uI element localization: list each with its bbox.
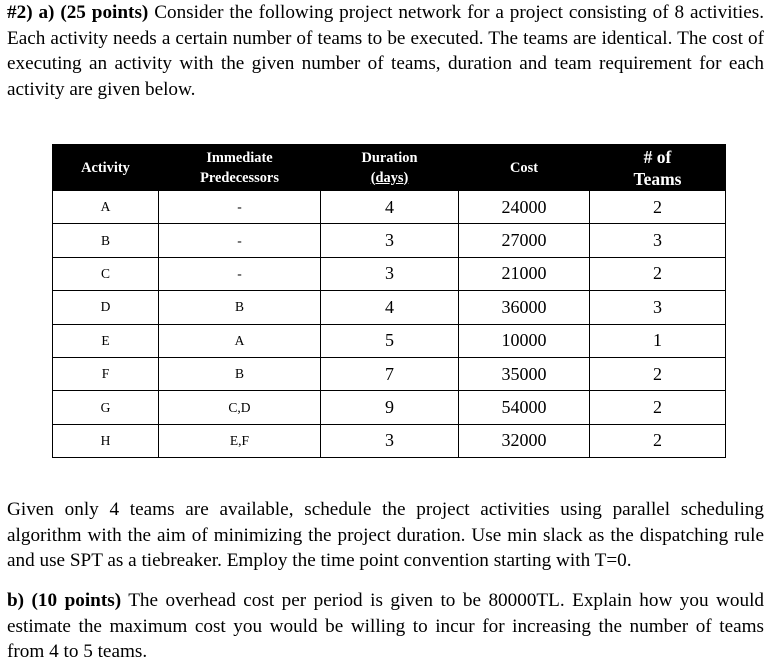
header-duration: Duration (days) — [321, 145, 459, 191]
cell-teams: 2 — [590, 391, 726, 424]
table-row — [53, 291, 726, 324]
cell-cost: 32000 — [459, 424, 590, 457]
table-row — [53, 357, 726, 390]
cell-activity: A — [53, 191, 159, 224]
cell-duration: 3 — [321, 424, 459, 457]
cell-predecessors: B — [159, 291, 321, 324]
cell-activity: H — [53, 424, 159, 457]
cell-predecessors: B — [159, 357, 321, 390]
cell-duration: 5 — [321, 324, 459, 357]
part-b-text: The overhead cost per period is given to be 80000TL. Explain how you would estimate the maximum cost you would be willing to incur for increasing the number of teams from 4 to 5 teams. — [7, 590, 764, 662]
table-row — [53, 257, 726, 290]
question-intro-text: Consider the following project network for a project consisting of 8 activities. Each activity needs a certain number of teams to be executed. The teams are identical. The cost of executing an activity with the given number of teams, duration and team requirement for each activity are given below. — [7, 2, 765, 100]
cell-teams: 3 — [590, 291, 726, 324]
table-row — [53, 324, 726, 357]
cell-teams: 3 — [590, 224, 726, 257]
cell-predecessors: - — [159, 191, 321, 224]
cell-predecessors: A — [159, 324, 321, 357]
cell-teams: 2 — [590, 357, 726, 390]
cell-activity: G — [53, 391, 159, 424]
header-activity: Activity — [53, 145, 159, 191]
question-part-b — [7, 588, 764, 665]
cell-duration: 3 — [321, 224, 459, 257]
scheduling-instructions: Given only 4 teams are available, schedule the project activities using parallel scheduling algorithm with the aim of minimizing the project duration. Use min slack as the dispatching rule and use SPT as a tiebreaker. Employ the time point convention starting with T=0. — [7, 499, 764, 571]
cell-teams: 1 — [590, 324, 726, 357]
table-row — [53, 424, 726, 457]
cell-teams: 2 — [590, 257, 726, 290]
activity-table — [52, 144, 726, 458]
cell-teams: 2 — [590, 424, 726, 457]
part-b-label: b) (10 points) — [7, 590, 122, 611]
table-row — [53, 191, 726, 224]
cell-cost: 54000 — [459, 391, 590, 424]
cell-duration: 3 — [321, 257, 459, 290]
cell-duration: 9 — [321, 391, 459, 424]
table-header-row — [53, 145, 726, 191]
cell-predecessors: - — [159, 224, 321, 257]
question-number: #2) a) (25 points) — [7, 2, 149, 23]
cell-activity: C — [53, 257, 159, 290]
cell-duration: 4 — [321, 291, 459, 324]
header-teams: # of Teams — [590, 145, 726, 191]
cell-cost: 35000 — [459, 357, 590, 390]
cell-activity: F — [53, 357, 159, 390]
question-intro — [7, 0, 764, 102]
cell-cost: 10000 — [459, 324, 590, 357]
cell-duration: 7 — [321, 357, 459, 390]
cell-cost: 36000 — [459, 291, 590, 324]
header-predecessors: Immediate Predecessors — [159, 145, 321, 191]
cell-predecessors: E,F — [159, 424, 321, 457]
cell-duration: 4 — [321, 191, 459, 224]
header-cost: Cost — [459, 145, 590, 191]
cell-teams: 2 — [590, 191, 726, 224]
cell-activity: E — [53, 324, 159, 357]
cell-predecessors: - — [159, 257, 321, 290]
cell-cost: 21000 — [459, 257, 590, 290]
cell-cost: 24000 — [459, 191, 590, 224]
cell-cost: 27000 — [459, 224, 590, 257]
table-row — [53, 391, 726, 424]
table-row — [53, 224, 726, 257]
cell-activity: B — [53, 224, 159, 257]
cell-predecessors: C,D — [159, 391, 321, 424]
cell-activity: D — [53, 291, 159, 324]
